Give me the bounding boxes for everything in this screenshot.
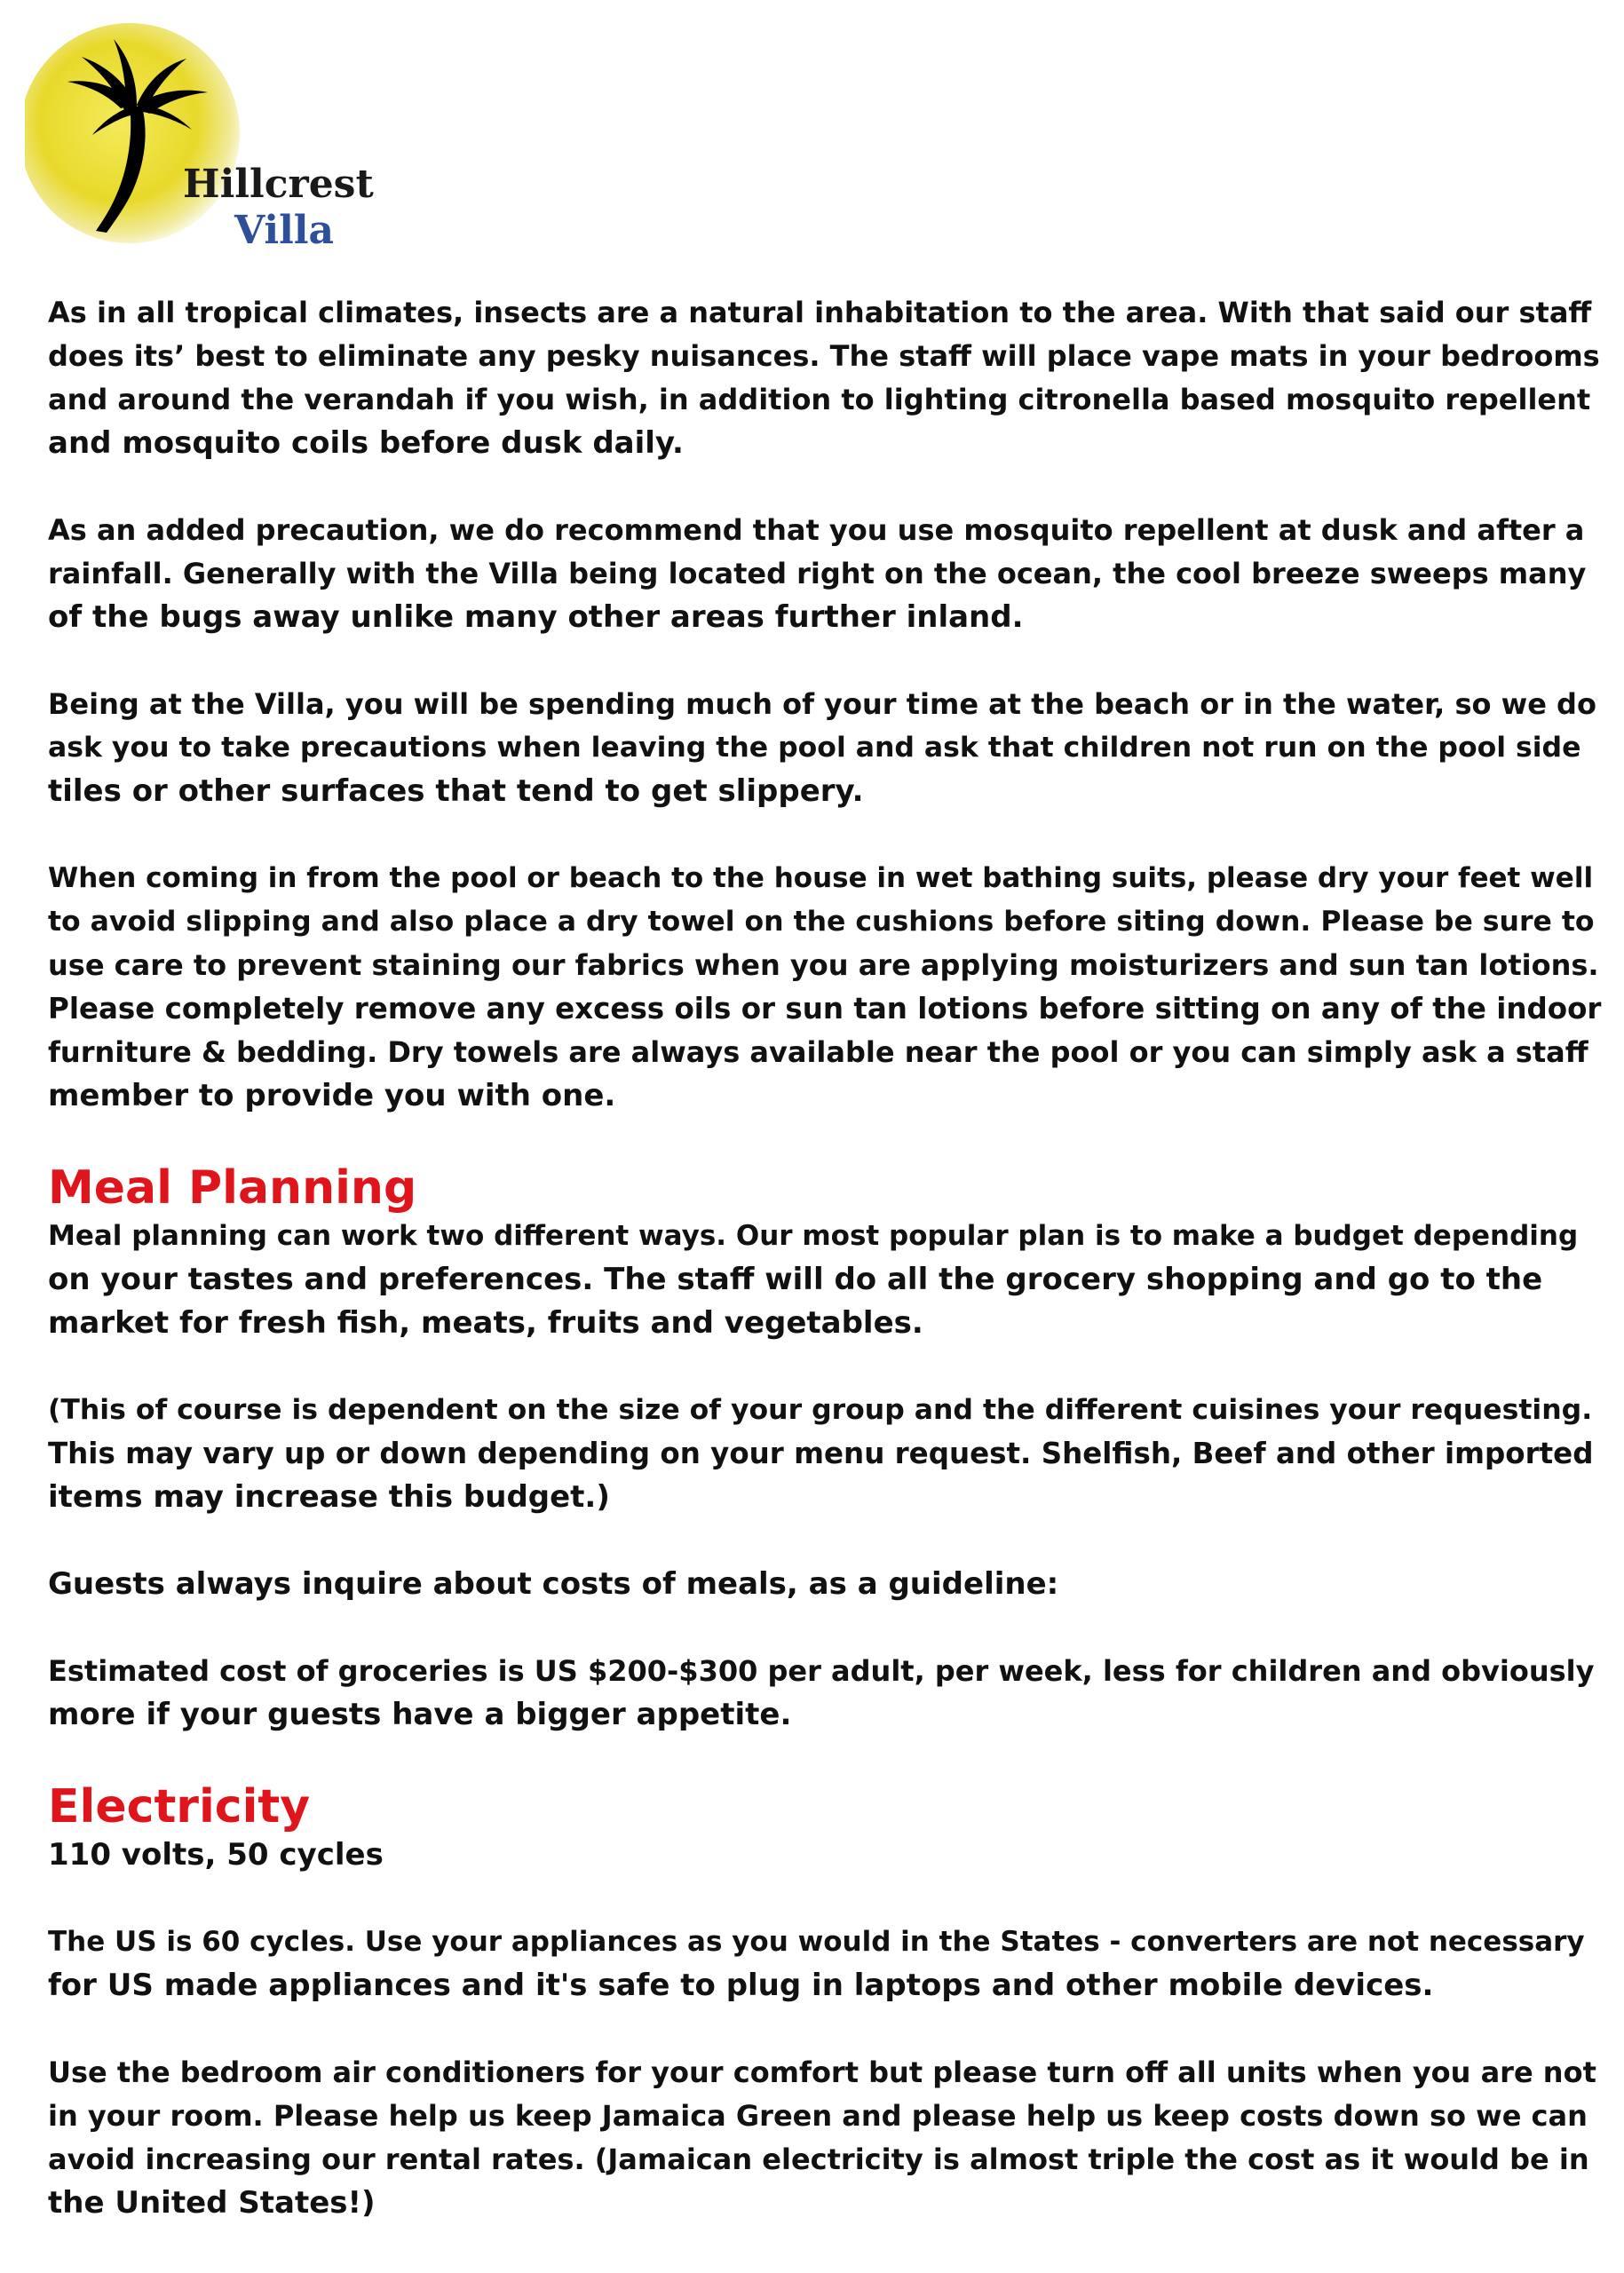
text-line: of the bugs away unlike many other areas further inland. — [48, 599, 1024, 635]
insects-paragraph — [48, 291, 1602, 465]
meal-planning-paragraph — [48, 1215, 1602, 1345]
text-line: and mosquito coils before dusk daily. — [48, 425, 684, 461]
grocery-cost-paragraph — [48, 1650, 1602, 1737]
text-line: The US is 60 cycles. Use your appliances as you would in the States - converters are not necessary — [48, 1926, 1585, 1958]
air-conditioner-paragraph — [48, 2051, 1602, 2225]
text-line: Guests always inquire about costs of meals, as a guideline: — [48, 1566, 1059, 1602]
text-line: and around the verandah if you wish, in addition to lighting citronella based mosquito repellent — [48, 383, 1591, 416]
text-line: rainfall. Generally with the Villa being located right on the ocean, the cool breeze sweeps many — [48, 557, 1587, 590]
text-line: member to provide you with one. — [48, 1078, 616, 1113]
text-line: (This of course is dependent on the size of your group and the different cuisines your requesting. — [48, 1394, 1593, 1426]
text-line: in your room. Please help us keep Jamaica Green and please help us keep costs down so we can — [48, 2099, 1588, 2133]
meal-guideline-paragraph — [48, 1563, 1602, 1606]
meal-budget-note-paragraph — [48, 1389, 1602, 1519]
hillcrest-villa-logo — [25, 20, 398, 259]
text-line: Estimated cost of groceries is US $200-$300 per adult, per week, less for children and obviously — [48, 1654, 1595, 1688]
appliances-paragraph — [48, 1921, 1602, 2008]
text-line: market for fresh fish, meats, fruits and vegetables. — [48, 1305, 923, 1341]
text-line: As in all tropical climates, insects are a natural inhabitation to the area. With that said our staff — [48, 296, 1592, 329]
text-line: furniture & bedding. Dry towels are always available near the pool or you can simply ask a staff — [48, 1035, 1588, 1069]
pool-safety-paragraph — [48, 683, 1602, 813]
text-line: avoid increasing our rental rates. (Jamaican electricity is almost triple the cost as it would be in — [48, 2142, 1589, 2176]
text-line: for US made appliances and it's safe to plug in laptops and other mobile devices. — [48, 1968, 1434, 2003]
brand-name-line1: Hillcrest — [183, 162, 374, 207]
document-body — [48, 291, 1602, 2269]
voltage-paragraph — [48, 1833, 1602, 1877]
palm-sun-icon — [25, 20, 398, 259]
towels-paragraph — [48, 857, 1602, 1118]
text-line: Use the bedroom air conditioners for your comfort but please turn off all units when you are not — [48, 2055, 1596, 2089]
text-line: 110 volts, 50 cycles — [48, 1837, 384, 1873]
text-line: As an added precaution, we do recommend that you use mosquito repellent at dusk and after a — [48, 513, 1585, 547]
text-line: ask you to take precautions when leaving the pool and ask that children not run on the pool side — [48, 732, 1581, 764]
text-line: When coming in from the pool or beach to the house in wet bathing suits, please dry your feet well — [48, 862, 1594, 894]
text-line: the United States!) — [48, 2185, 376, 2221]
text-line: Being at the Villa, you will be spending much of your time at the beach or in the water, so we do — [48, 687, 1596, 721]
brand-name-line2: Villa — [234, 208, 335, 253]
text-line: to avoid slipping and also place a dry towel on the cushions before siting down. Please be sure to — [48, 906, 1595, 938]
text-line: on your tastes and preferences. The staff will do all the grocery shopping and go to the — [48, 1262, 1543, 1297]
electricity-heading: Electricity — [48, 1780, 311, 1833]
precaution-paragraph — [48, 509, 1602, 639]
meal-planning-heading: Meal Planning — [48, 1161, 417, 1215]
text-line: use care to prevent staining our fabrics when you are applying moisturizers and sun tan lotions. — [48, 948, 1599, 982]
text-line: tiles or other surfaces that tend to get slippery. — [48, 773, 864, 809]
text-line: more if your guests have a bigger appetite. — [48, 1697, 792, 1732]
text-line: does its’ best to eliminate any pesky nuisances. The staff will place vape mats in your bedrooms — [48, 339, 1600, 373]
text-line: This may vary up or down depending on your menu request. Shelfish, Beef and other imported — [48, 1437, 1594, 1470]
text-line: items may increase this budget.) — [48, 1479, 610, 1515]
text-line: Please completely remove any excess oils or sun tan lotions before sitting on any of the indoor — [48, 992, 1602, 1026]
text-line: Meal planning can work two different ways. Our most popular plan is to make a budget depending — [48, 1220, 1579, 1252]
